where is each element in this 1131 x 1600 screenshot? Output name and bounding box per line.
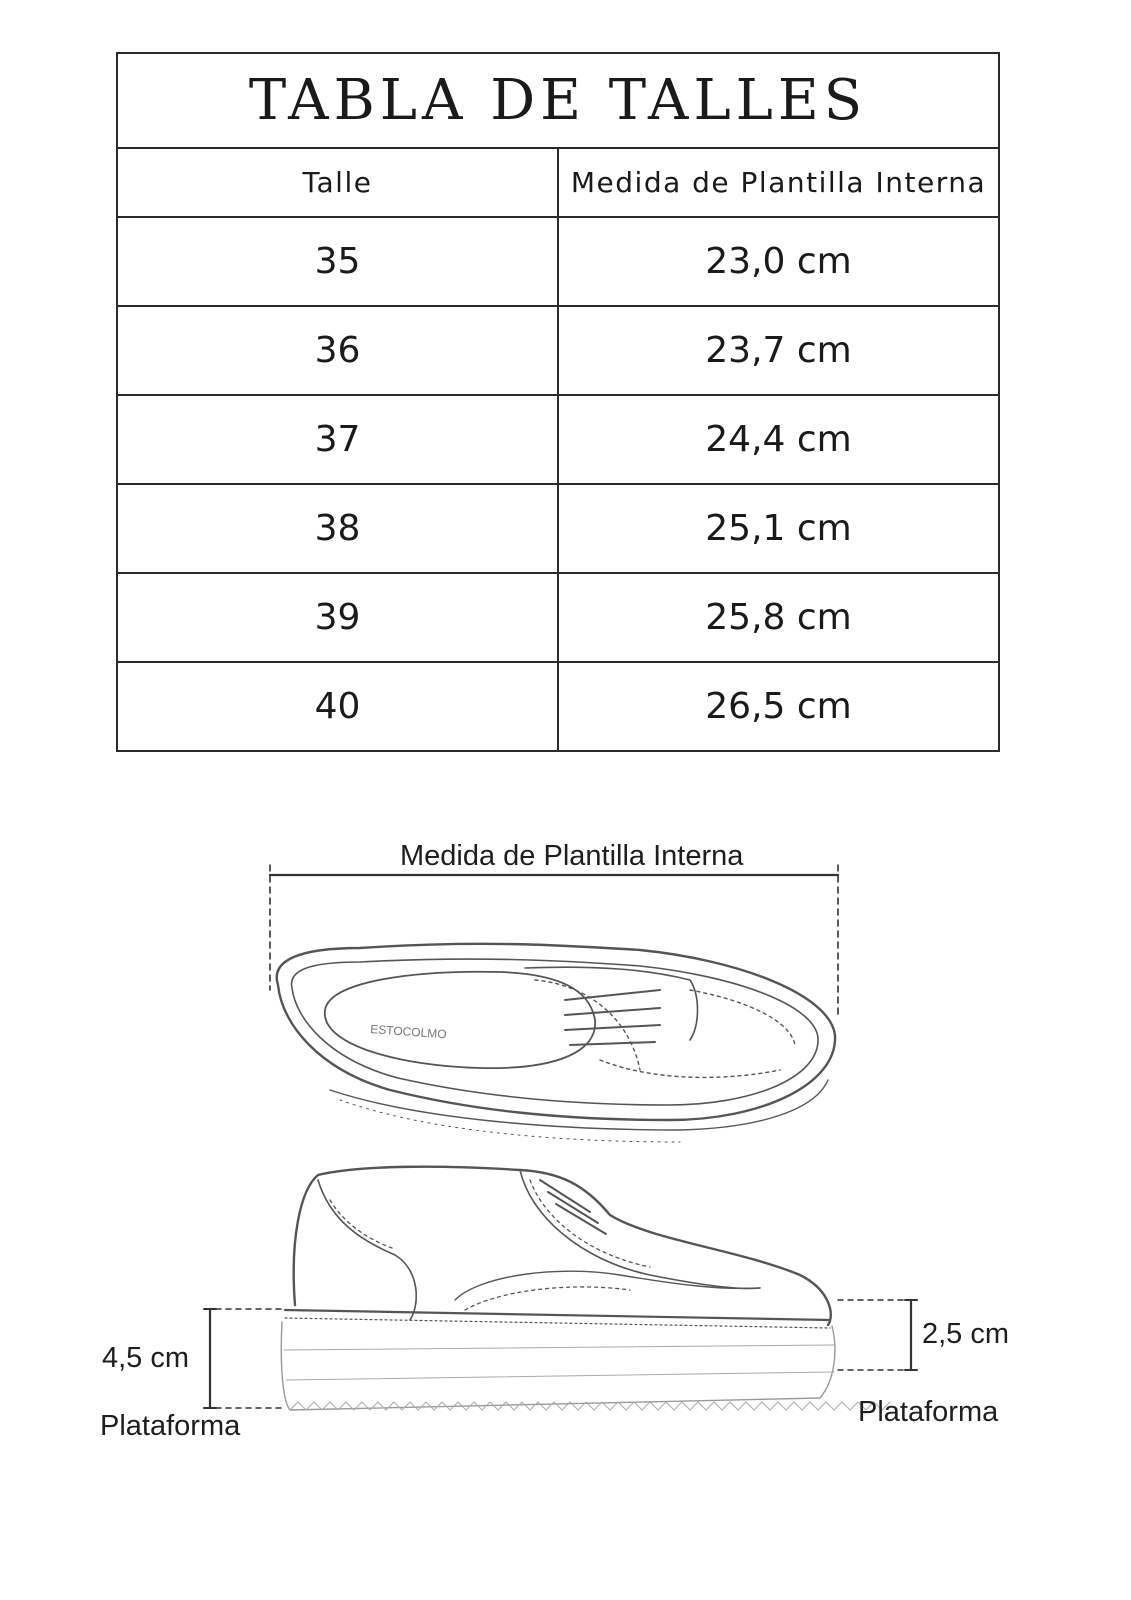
table-row [117,395,999,484]
shoe-side-view [281,1167,890,1410]
size-cell: 39 [117,573,558,662]
shoe-measurement-diagram [0,820,1131,1520]
length-cell: 25,8 cm [558,573,999,662]
insole-brand-print: ESTOCOLMO [369,1022,448,1042]
toe-height-label: 2,5 cm [922,1318,1010,1350]
table-row [117,573,999,662]
insole-length-dimension [270,865,838,1015]
length-cell: 24,4 cm [558,395,999,484]
length-cell: 23,0 cm [558,217,999,306]
shoe-top-view [277,944,835,1142]
size-cell: 38 [117,484,558,573]
heel-height-label: 4,5 cm [102,1342,190,1374]
length-cell: 26,5 cm [558,662,999,751]
table-row [117,484,999,573]
size-cell: 37 [117,395,558,484]
header-size: Talle [117,148,558,217]
table-row [117,217,999,306]
size-chart-table [116,52,1000,752]
heel-height-dimension [204,1309,285,1408]
toe-platform-caption: Plataforma [858,1396,999,1428]
size-cell: 35 [117,217,558,306]
table-header-row [117,148,999,217]
table-row [117,306,999,395]
toe-height-dimension [838,1300,917,1370]
page-title: TABLA DE TALLES [117,53,999,148]
length-cell: 23,7 cm [558,306,999,395]
header-insole-length: Medida de Plantilla Interna [558,148,999,217]
size-cell: 36 [117,306,558,395]
table-row [117,662,999,751]
size-cell: 40 [117,662,558,751]
length-cell: 25,1 cm [558,484,999,573]
heel-platform-caption: Plataforma [100,1410,241,1442]
insole-length-label: Medida de Plantilla Interna [400,840,744,872]
table-title-row [117,53,999,148]
